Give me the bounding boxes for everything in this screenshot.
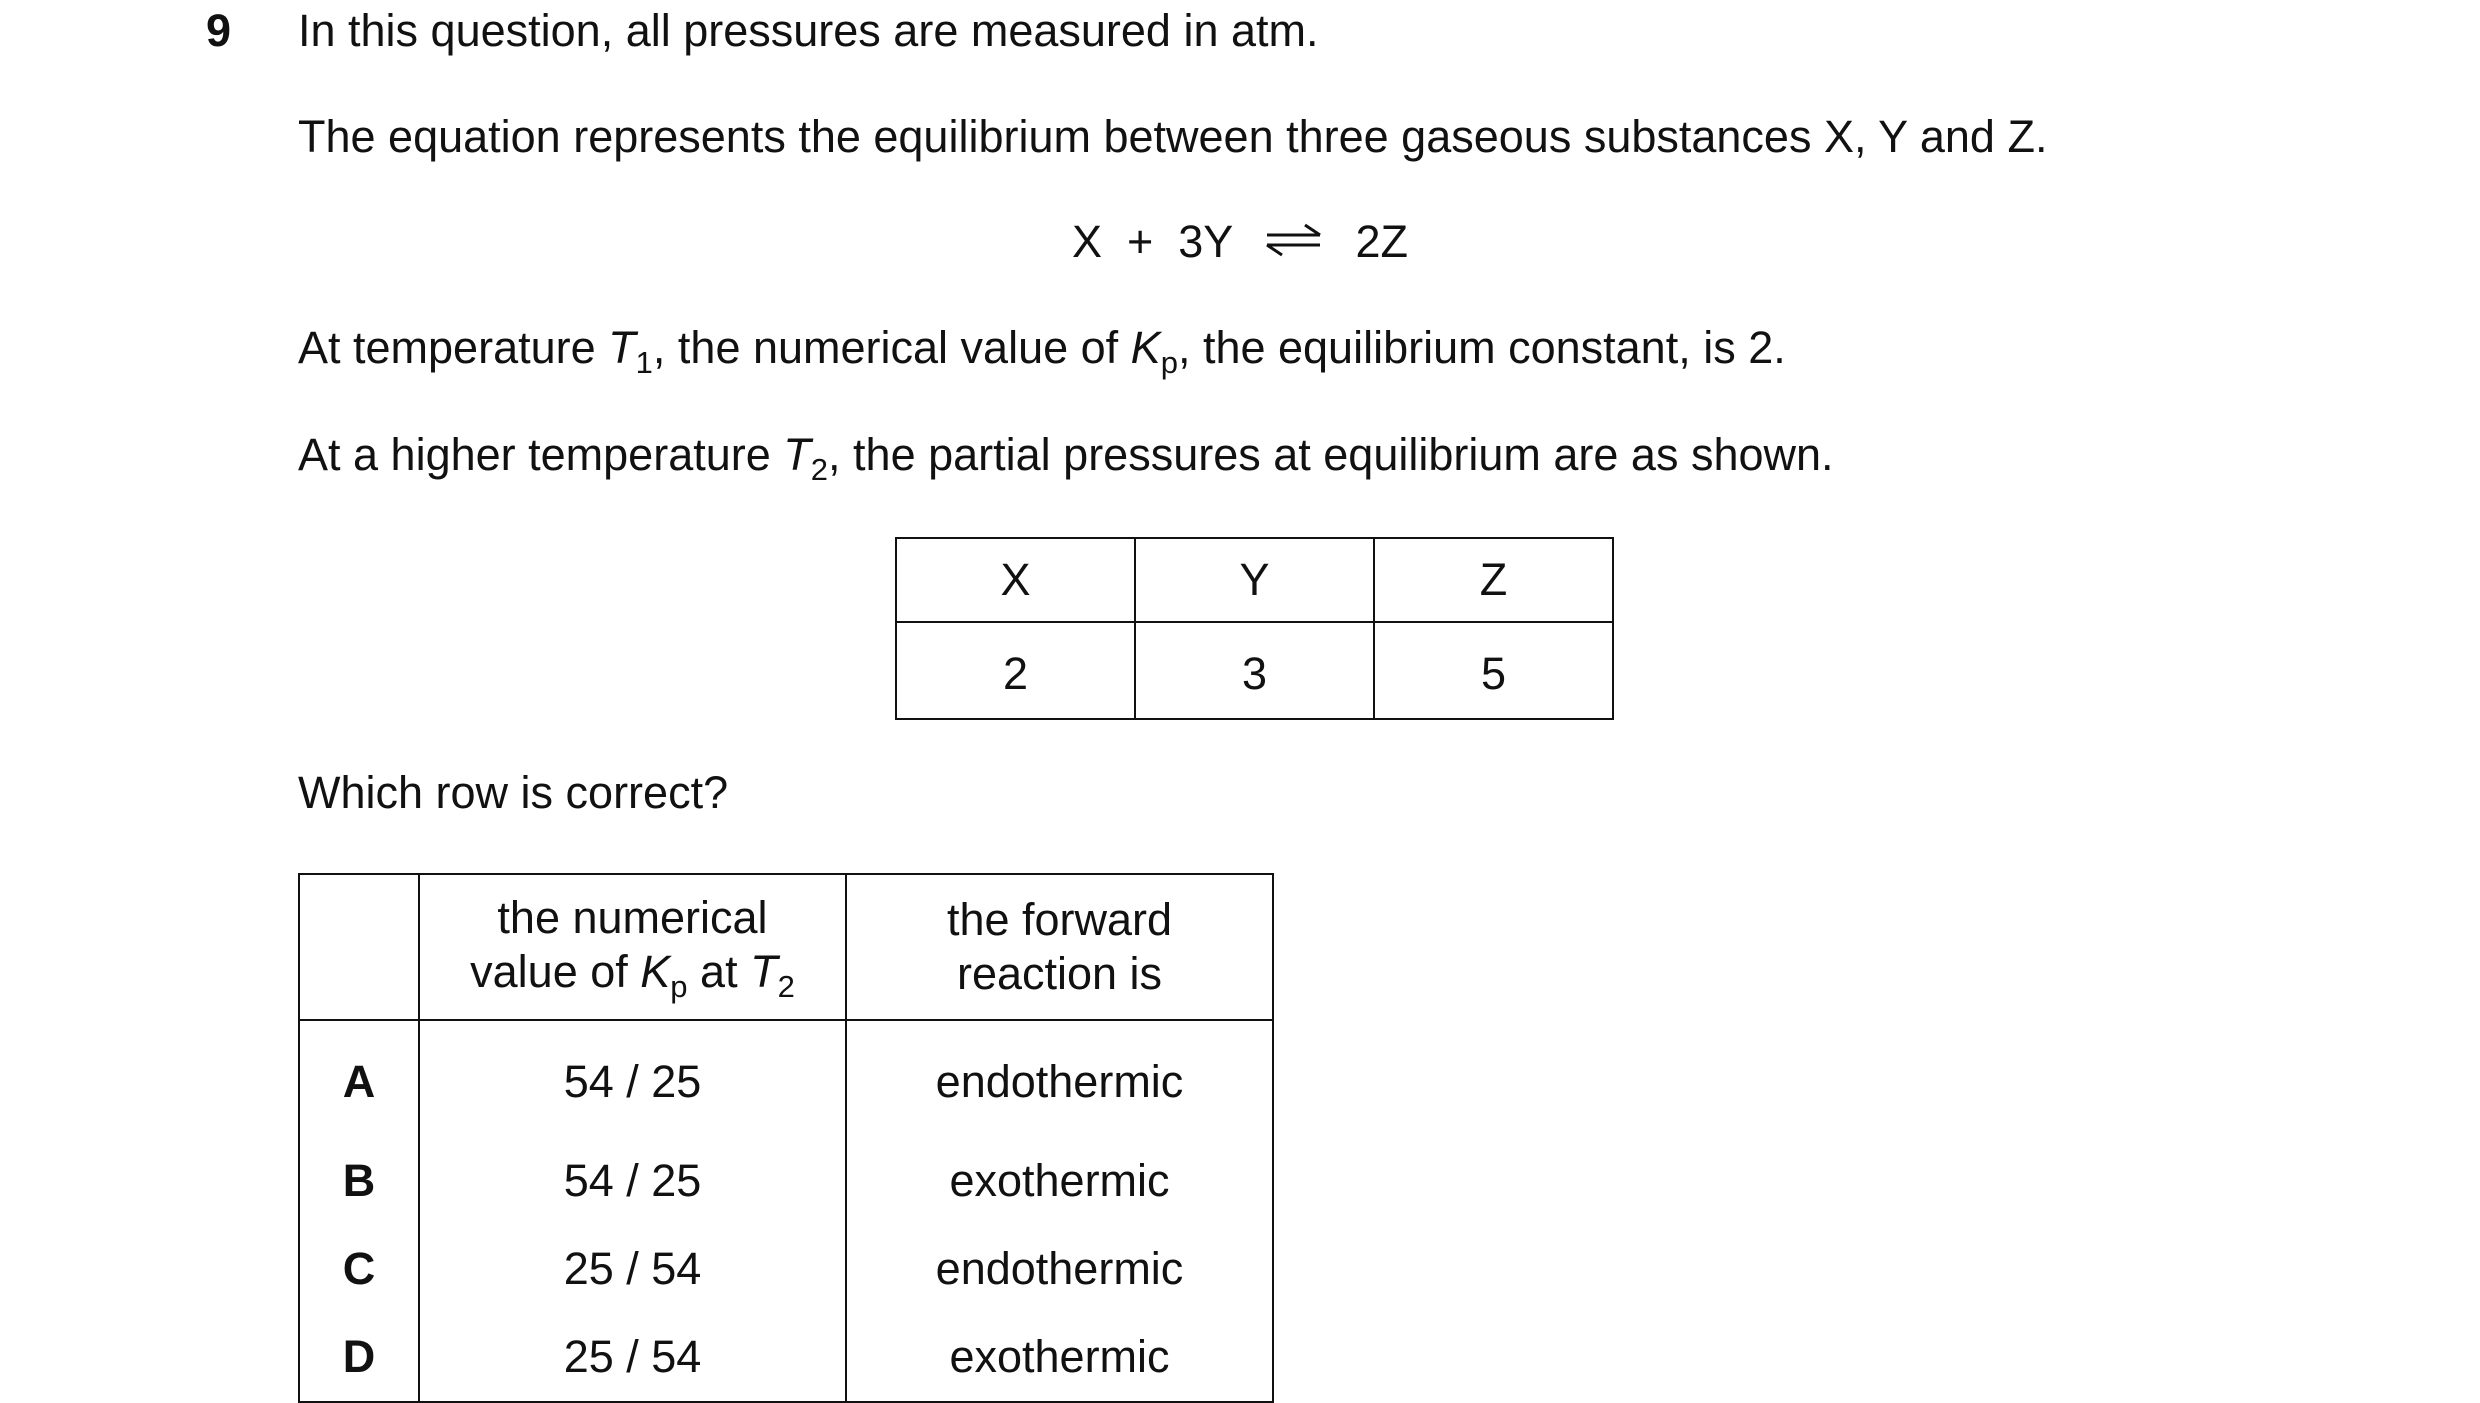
option-row-d[interactable] bbox=[299, 1313, 1273, 1402]
value-z: 5 bbox=[1374, 622, 1613, 719]
option-kp-value: 54 / 25 bbox=[419, 1020, 846, 1137]
header-x: X bbox=[896, 538, 1135, 622]
reaction-header-cell: the forward reaction is bbox=[846, 874, 1273, 1020]
equation-right: 2Z bbox=[1355, 216, 1409, 267]
temperature-symbol: T bbox=[783, 429, 811, 480]
option-reaction: exothermic bbox=[846, 1137, 1273, 1225]
intro-text: In this question, all pressures are measured in atm. bbox=[298, 5, 1319, 56]
equation-left: X + 3Y bbox=[1071, 216, 1233, 267]
prompt-text: Which row is correct? bbox=[298, 767, 729, 818]
table-row bbox=[896, 538, 1613, 622]
kp-subscript: p bbox=[1160, 345, 1178, 380]
equilibrium-description: The equation represents the equilibrium between three gaseous substances X, Y and Z. bbox=[298, 111, 2048, 162]
kp-symbol: K bbox=[1130, 322, 1161, 373]
temperature-symbol: T bbox=[608, 322, 636, 373]
option-letter: A bbox=[299, 1020, 419, 1137]
temperature-subscript: 2 bbox=[810, 452, 829, 487]
table-header-row bbox=[299, 874, 1273, 1020]
option-row-a[interactable] bbox=[299, 1020, 1273, 1137]
option-letter: D bbox=[299, 1313, 419, 1402]
value-y: 3 bbox=[1135, 622, 1374, 719]
option-letter: B bbox=[299, 1137, 419, 1225]
option-letter: C bbox=[299, 1225, 419, 1313]
value-x: 2 bbox=[896, 622, 1135, 719]
temperature-subscript: 1 bbox=[635, 345, 653, 380]
reaction-equation bbox=[0, 216, 2480, 271]
option-kp-value: 25 / 54 bbox=[419, 1225, 846, 1313]
blank-header-cell bbox=[299, 874, 419, 1020]
partial-pressures-table bbox=[895, 537, 1614, 720]
option-kp-value: 25 / 54 bbox=[419, 1313, 846, 1402]
t2-sentence: At a higher temperature $T_2$, the partial pressures at equilibrium are as shown. bbox=[298, 429, 1834, 487]
header-z: Z bbox=[1374, 538, 1613, 622]
table-row bbox=[896, 622, 1613, 719]
kp-header-cell: the numerical value of $K_p$ at $T_2$ bbox=[419, 874, 846, 1020]
equilibrium-arrow-icon bbox=[1265, 219, 1323, 271]
option-reaction: exothermic bbox=[846, 1313, 1273, 1402]
option-reaction: endothermic bbox=[846, 1020, 1273, 1137]
header-y: Y bbox=[1135, 538, 1374, 622]
option-row-b[interactable] bbox=[299, 1137, 1273, 1225]
question-number: 9 bbox=[206, 5, 232, 56]
option-row-c[interactable] bbox=[299, 1225, 1273, 1313]
option-kp-value: 54 / 25 bbox=[419, 1137, 846, 1225]
option-reaction: endothermic bbox=[846, 1225, 1273, 1313]
answer-options-table bbox=[298, 873, 1274, 1403]
t1-sentence: At temperature $T_1$, the numerical value of $K_p$, the equilibrium constant, is 2. bbox=[298, 322, 1786, 380]
